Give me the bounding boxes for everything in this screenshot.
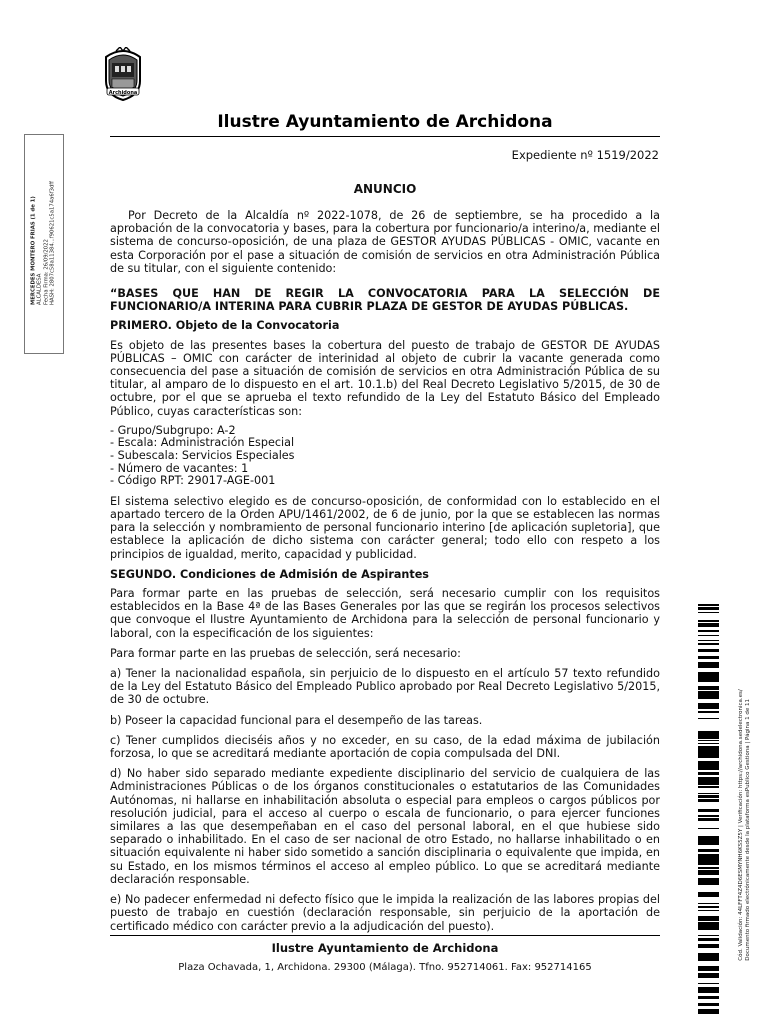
- section-primero-heading: PRIMERO. Objeto de la Convocatoria: [110, 319, 340, 333]
- signer-name: MERCEDES MONTERO FRIAS (1 de 1): [30, 196, 37, 305]
- segundo-paragraph-2: Para formar parte en las pruebas de selección, será necesario:: [110, 646, 461, 660]
- intro-paragraph: Por Decreto de la Alcaldía nº 2022-1078, de 26 de septiembre, se ha procedido a la aprobación de la convocatoria y bases, para la cobertura por funcionario/a interino/a, mediante el sistema de concurso-oposición, de una plaza de GESTOR AYUDAS PÚBLICAS - OMIC, vacante en esta Corporación por el pase a situación de comisión de servicios en otra Administración Pública de su titular, con el siguiente contenido:: [110, 209, 660, 275]
- footer-address: Plaza Ochavada, 1, Archidona. 29300 (Málaga). Tfno. 952714061. Fax: 952714165: [178, 962, 592, 973]
- validation-text: [738, 689, 752, 960]
- footer-organization: Ilustre Ayuntamiento de Archidona: [271, 941, 499, 955]
- footer-divider: [110, 935, 660, 936]
- validation-code: Cód. Validación: 44LFFT4Z4D6ESMYNH6KS5Z5Y | Verificación: https://archidona.sedelectronica.es/: [738, 689, 744, 961]
- signature-hash: HASH: 2807c58a11384...f90621c5a174a6f3dff: [49, 181, 56, 305]
- segundo-paragraph-1: Para formar parte en las pruebas de selección, será necesario cumplir con los requisitos establecidos en la Base 4ª de las Bases Generales por las que se regirán los procesos selectivos que convoque el Ilustre Ayuntamiento de Archidona para la selección de personal funcionario y laboral, con la especificación de los siguientes:: [110, 587, 660, 640]
- list-item: - Escala: Administración Especial: [110, 436, 295, 450]
- requirement-d: d) No haber sido separado mediante expediente disciplinario del servicio de cualquiera de las Administraciones Públicas o de los órganos constitucionales o estatutarios de las Comunidades Autónomas, ni hallarse en inhabilitación absoluta o especial para empleos o cargos públicos por resolución judicial, para el acceso al cuerpo o escala de funcionario, o para ejercer funciones similares a las que desempeñaban en el caso del personal laboral, en el que hubiese sido separado o inhabilitado. En el caso de ser nacional de otro Estado, no hallarse inhabilitado o en situación equivalente ni haber sido sometido a sanción disciplinaria o equivalente que impida, en su Estado, en los mismos términos el acceso al empleo público. Lo que se acreditará mediante declaración responsable.: [110, 767, 660, 886]
- announcement-heading: ANUNCIO: [353, 182, 417, 196]
- requirement-e: e) No padecer enfermedad ni defecto físico que le impida la realización de las labores propias del puesto de trabajo en cuestión (declaración responsable, sin perjuicio de la aportación de certificado médico con carácter previo a la adjudicación del puesto).: [110, 893, 660, 933]
- signer-role: ALCALDESA: [36, 273, 43, 305]
- list-item: - Código RPT: 29017-AGE-001: [110, 474, 276, 488]
- characteristics-list: [110, 425, 660, 488]
- municipal-crest: [100, 47, 146, 101]
- primero-paragraph-2: El sistema selectivo elegido es de concurso-oposición, de conformidad con lo establecido en el apartado tercero de la Orden APU/1461/2002, de 6 de junio, por la que se establecen las normas para la selección y nombramiento de personal funcionario interino [de aplicación supletoria], que establece la aplicación de dicho sistema con carácter general; todo ello con respeto a los principios de igualdad, merito, capacidad y publicidad.: [110, 494, 660, 561]
- validation-platform: Documento firmado electrónicamente desde la plataforma esPublico Gestiona | Página 1 de 11: [745, 699, 751, 961]
- signature-date: Fecha Firma: 26/09/2022: [43, 239, 49, 305]
- page-title: Ilustre Ayuntamiento de Archidona: [217, 112, 553, 132]
- requirement-b: b) Poseer la capacidad funcional para el desempeño de las tareas.: [110, 713, 483, 727]
- requirement-c: c) Tener cumplidos dieciséis años y no exceder, en su caso, de la edad máxima de jubilación forzosa, lo que se acreditará mediante aportación de copia compulsada del DNI.: [110, 733, 660, 761]
- validation-barcode: [698, 604, 719, 1014]
- list-item: - Subescala: Servicios Especiales: [110, 449, 295, 463]
- section-segundo-heading: SEGUNDO. Condiciones de Admisión de Aspirantes: [110, 567, 429, 581]
- expediente-number: Expediente nº 1519/2022: [511, 148, 659, 162]
- header-divider: [110, 136, 660, 137]
- crest-caption: Archidona: [108, 90, 138, 96]
- signature-stamp: [30, 181, 55, 305]
- primero-paragraph-1: Es objeto de las presentes bases la cobertura del puesto de trabajo de GESTOR DE AYUDAS PÚBLICAS – OMIC con carácter de interinidad al objeto de cubrir la vacante generada como consecuencia del pase a situación de comisión de servicios en otra Administración Pública de su titular, al amparo de lo dispuesto en el art. 10.1.b) del Real Decreto Legislativo 5/2015, de 30 de octubre, por el que se aprueba el texto refundido de la Ley del Estatuto Básico del Empleado Público, cuyas características son:: [110, 338, 660, 418]
- bases-title: “BASES QUE HAN DE REGIR LA CONVOCATORIA PARA LA SELECCIÓN DE FUNCIONARIO/A INTERINA PARA CUBRIR PLAZA DE GESTOR DE AYUDAS PÚBLICAS.: [110, 287, 660, 314]
- requirement-a: a) Tener la nacionalidad española, sin perjuicio de lo dispuesto en el artículo 57 texto refundido de la Ley del Estatuto Básico del Empleado Publico aprobado por Real Decreto Legislativo 5/2015, de 30 de octubre.: [110, 667, 660, 707]
- document-body: [110, 209, 660, 940]
- list-item: - Grupo/Subgrupo: A-2: [110, 423, 236, 437]
- list-item: - Número de vacantes: 1: [110, 461, 249, 475]
